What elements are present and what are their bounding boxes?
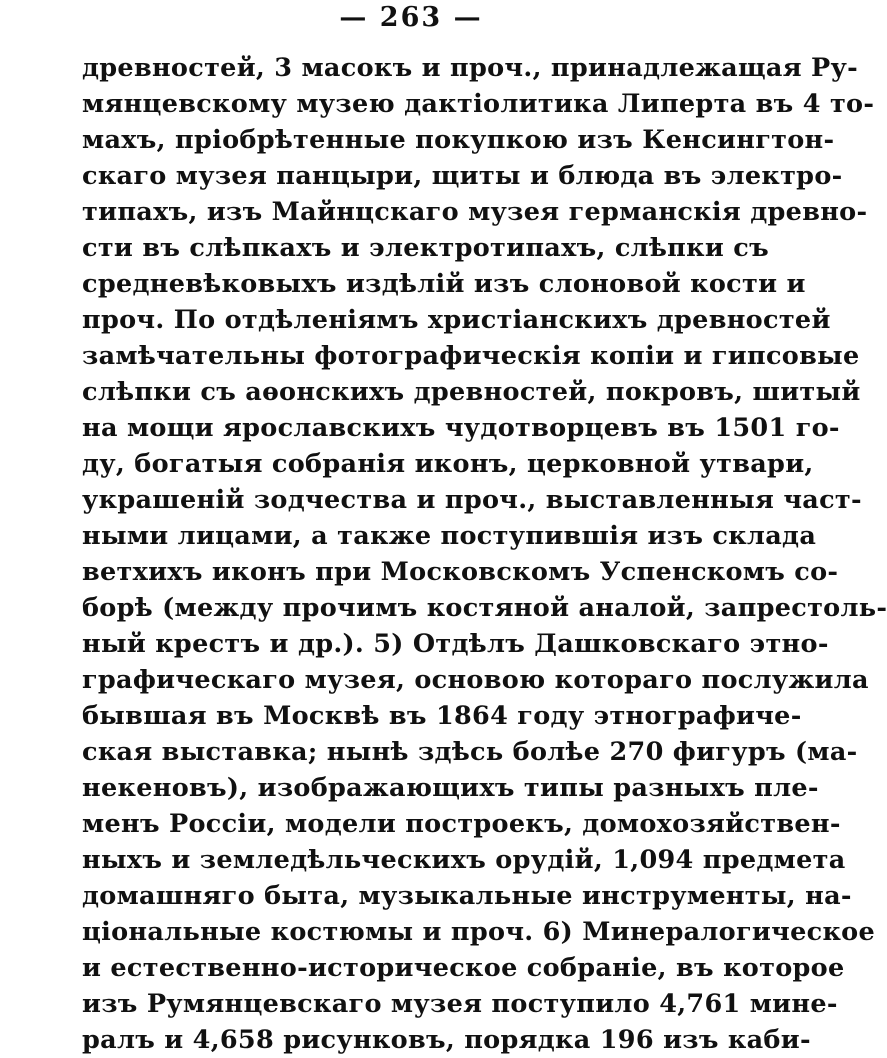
text-line: ными лицами, а также поступившія изъ склада (82, 521, 817, 551)
text-line: ская выставка; нынѣ здѣсь болѣе 270 фигуръ (ма- (82, 737, 858, 767)
page-number: — 263 — (339, 2, 483, 33)
text-line: ный крестъ и др.). 5) Отдѣлъ Дашковскаго этно- (82, 629, 829, 659)
text-line: и естественно-историческое собраніе, въ которое (82, 953, 845, 983)
text-line: скаго музея панцыри, щиты и блюда въ электро- (82, 161, 843, 191)
text-line: мянцевскому музею дактіолитика Липерта въ 4 то- (82, 89, 875, 119)
text-line: бывшая въ Москвѣ въ 1864 году этнографиче- (82, 701, 802, 731)
text-line: украшеній зодчества и проч., выставленныя част- (82, 485, 862, 515)
text-line: ветхихъ иконъ при Московскомъ Успенскомъ со- (82, 557, 839, 587)
text-line: древностей, 3 масокъ и проч., принадлежащая Ру- (82, 53, 859, 83)
text-line: средневѣковыхъ издѣлій изъ слоновой кости и (82, 269, 806, 299)
text-line: ду, богатыя собранія иконъ, церковной утвари, (82, 449, 814, 479)
text-line: на мощи ярославскихъ чудотворцевъ въ 1501 го- (82, 413, 840, 443)
text-line: ныхъ и земледѣльческихъ орудій, 1,094 предмета (82, 845, 846, 875)
text-line: слѣпки съ аѳонскихъ древностей, покровъ, шитый (82, 377, 861, 407)
text-line: ралъ и 4,658 рисунковъ, порядка 196 изъ каби- (82, 1025, 811, 1055)
text-line: проч. По отдѣленіямъ христіанскихъ древностей (82, 305, 831, 335)
text-line: менъ Россіи, модели построекъ, домохозяйствен- (82, 809, 841, 839)
body-text (82, 50, 887, 1058)
text-line: изъ Румянцевскаго музея поступило 4,761 мине- (82, 989, 838, 1019)
text-line: замѣчательны фотографическія копіи и гипсовые (82, 341, 860, 371)
text-line: графическаго музея, основою котораго послужила (82, 665, 869, 695)
text-line: некеновъ), изображающихъ типы разныхъ пле- (82, 773, 819, 803)
text-line: борѣ (между прочимъ костяной аналой, запрестоль- (82, 593, 887, 623)
text-line: типахъ, изъ Майнцскаго музея германскія древно- (82, 197, 868, 227)
text-line: домашняго быта, музыкальные инструменты, на- (82, 881, 852, 911)
text-line: махъ, пріобрѣтенные покупкою изъ Кенсингтон- (82, 125, 835, 155)
text-line: сти въ слѣпкахъ и электротипахъ, слѣпки съ (82, 233, 769, 263)
text-line: ціональные костюмы и проч. 6) Минералогическое (82, 917, 875, 947)
